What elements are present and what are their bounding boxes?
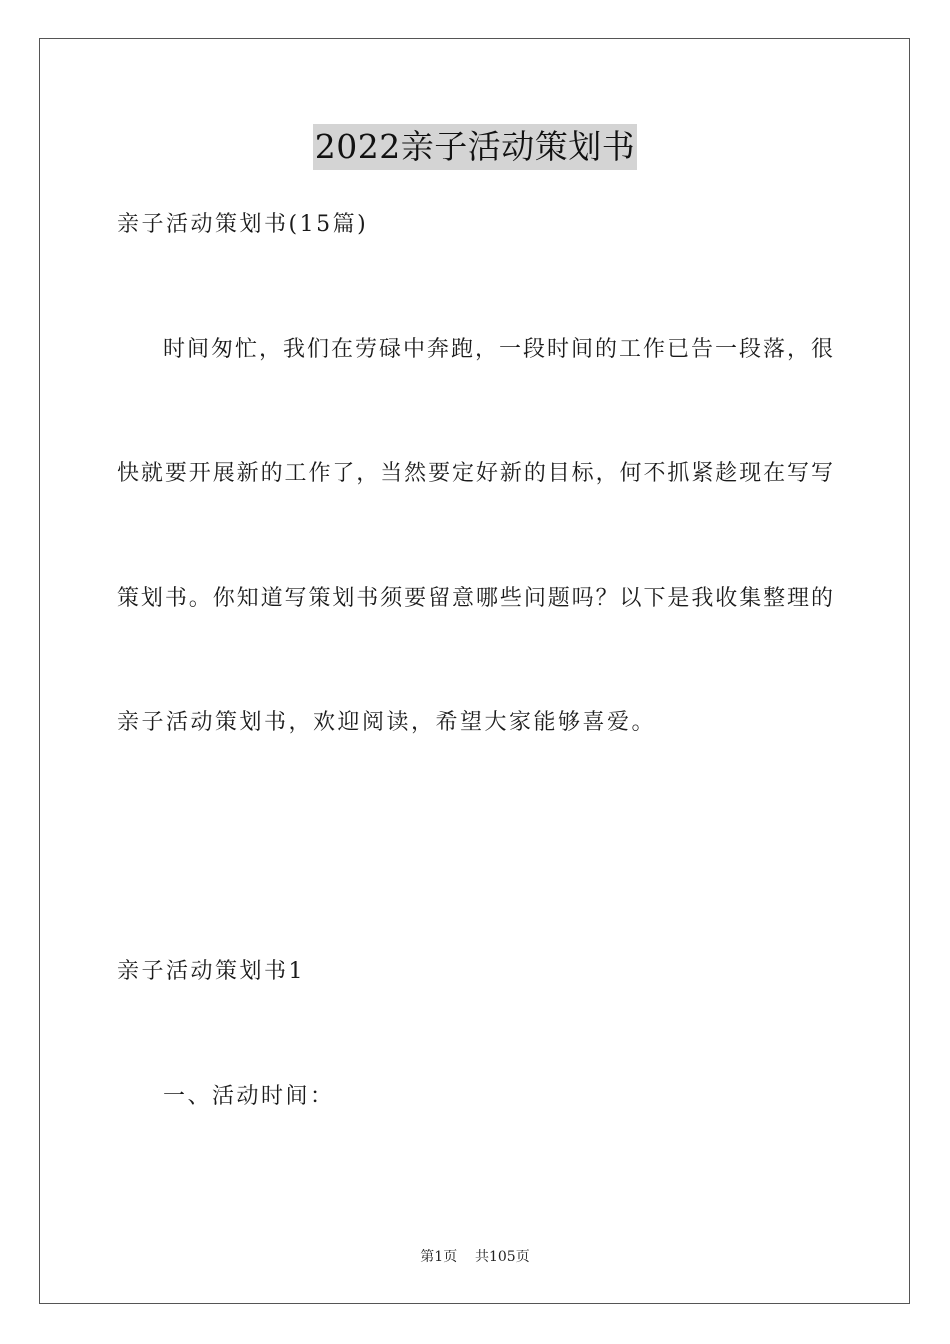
document-subtitle: 亲子活动策划书(15篇) [117,212,369,237]
document-title: 2022亲子活动策划书 [313,124,637,170]
intro-line-4: 亲子活动策划书，欢迎阅读，希望大家能够喜爱。 [117,710,657,735]
item-heading: 一、活动时间： [163,1084,335,1109]
section-heading: 亲子活动策划书1 [117,959,305,984]
page-footer: 第1页 共105页 [420,1249,530,1265]
intro-line-3: 策划书。你知道写策划书须要留意哪些问题吗？以下是我收集整理的 [117,586,833,611]
title-container [0,124,950,170]
intro-line-2: 快就要开展新的工作了，当然要定好新的目标，何不抓紧趁现在写写 [117,461,833,486]
intro-line-1: 时间匆忙，我们在劳碌中奔跑，一段时间的工作已告一段落，很 [163,337,833,362]
